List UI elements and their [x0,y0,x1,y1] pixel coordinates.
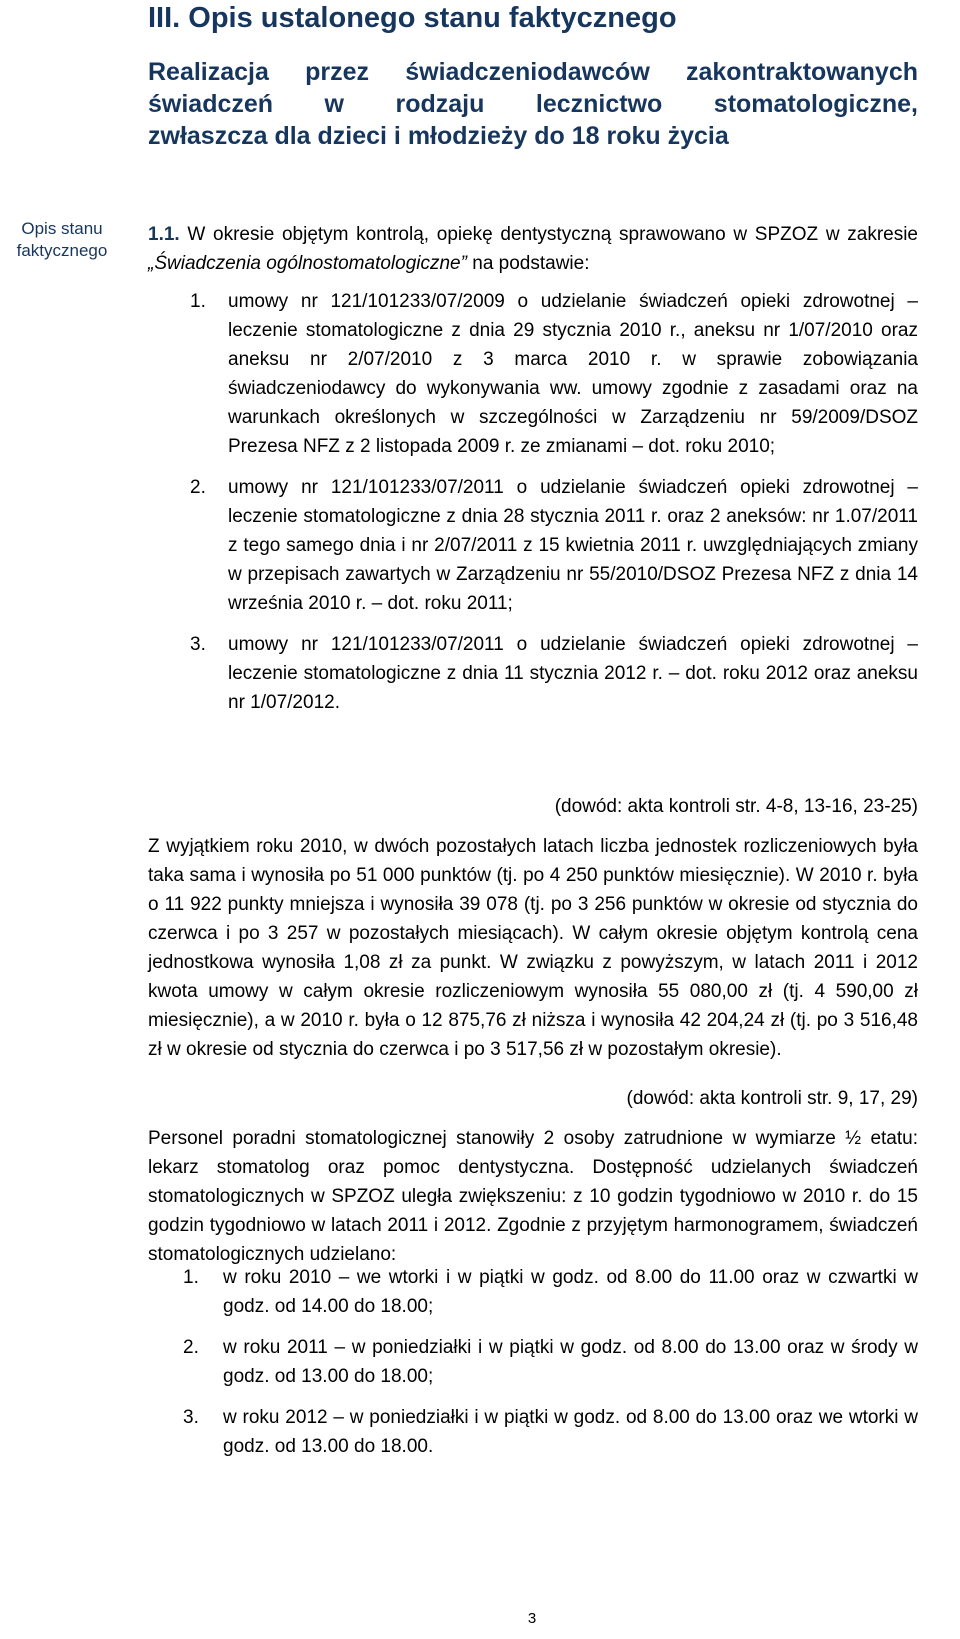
list-item-text: umowy nr 121/101233/07/2009 o udzielanie świadczeń opieki zdrowotnej – leczenie stomatologiczne z dnia 29 stycznia 2010 r., aneksu nr 1/07/2010 oraz aneksu nr 2/07/2010 z 3 marca 2010 r. w sprawie zobowiązania świadczeniodawcy do wykonywania ww. umowy zgodnie z zasadami oraz na warunkach określonych w szczególności w Zarządzeniu nr 59/2009/DSOZ Prezesa NFZ z 2 listopada 2009 r. ze zmianami – dot. roku 2010; [228,291,918,457]
subtitle-line: Realizacja przez świadczeniodawców zakontraktowanych [148,58,918,86]
list-item-text: w roku 2010 – we wtorki i w piątki w godz. od 8.00 do 11.00 oraz w czwartki w godz. od 14.00 do 18.00; [223,1267,918,1317]
section-subtitle [148,56,918,152]
list-marker: 1. [183,1267,199,1288]
list-item-text: umowy nr 121/101233/07/2011 o udzielanie świadczeń opieki zdrowotnej – leczenie stomatologiczne z dnia 28 stycznia 2011 r. oraz 2 aneksów: nr 1.07/2011 z tego samego dnia i nr 2/07/2011 z 15 kwietnia 2011 r. uwzględniających zmiany w przepisach zawartych w Zarządzeniu nr 55/2010/DSOZ Prezesa NFZ z dnia 14 września 2010 r. – dot. roku 2011; [228,477,918,614]
list-item [148,287,918,461]
scope-name: „Świadczenia ogólnostomatologiczne” [148,253,467,274]
list-marker: 3. [190,634,206,655]
list-marker: 3. [183,1407,199,1428]
section-title: III. Opis ustalonego stanu faktycznego [148,2,677,34]
margin-note: Opis stanu faktycznego [16,219,108,260]
evidence-note: (dowód: akta kontroli str. 4-8, 13-16, 23-25) [554,796,918,817]
schedule-list [148,1263,918,1473]
list-marker: 2. [183,1337,199,1358]
list-item-text: w roku 2012 – w poniedziałki i w piątki w godz. od 8.00 do 13.00 oraz we wtorki w godz. od 13.00 do 18.00. [223,1407,918,1457]
intro-text: W okresie objętym kontrolą, opiekę dentystyczną sprawowano w SPZOZ w zakresie [179,224,918,245]
section-1-1-intro [148,220,918,278]
list-item [148,1263,918,1321]
staff-paragraph: Personel poradni stomatologicznej stanowiły 2 osoby zatrudnione w wymiarze ½ etatu: lekarz stomatolog oraz pomoc dentystyczna. Dostępność udzielanych świadczeń stomatologicznych w SPZOZ uległa zwiększeniu: z 10 godzin tygodniowo w 2010 r. do 15 godzin tygodniowo w latach 2011 i 2012. Zgodnie z przyjętym harmonogramem, świadczeń stomatologicznych udzielano: [148,1128,918,1265]
list-item [148,1333,918,1391]
intro-text-end: na podstawie: [466,253,590,274]
list-item [148,630,918,717]
settlement-paragraph: Z wyjątkiem roku 2010, w dwóch pozostałych latach liczba jednostek rozliczeniowych była taka sama i wynosiła po 51 000 punktów (tj. po 4 250 punktów miesięcznie). W 2010 r. była o 11 922 punkty mniejsza i wynosiła 39 078 (tj. po 3 256 punktów w okresie od stycznia do czerwca i po 3 257 w pozostałych miesiącach). W całym okresie objętym kontrolą cena jednostkowa wynosiła 1,08 zł za punkt. W związku z powyższym, w latach 2011 i 2012 kwota umowy w całym okresie rozliczeniowym wynosiła 55 080,00 zł (tj. 4 590,00 zł miesięcznie), a w 2010 r. była o 12 875,76 zł niższa i wynosiła 42 204,24 zł (tj. po 3 516,48 zł w okresie od stycznia do czerwca i po 3 517,56 zł w pozostałym okresie). [148,836,918,1060]
subtitle-line: świadczeń w rodzaju lecznictwo stomatologiczne, [148,90,918,118]
section-number: 1.1. [148,224,180,245]
evidence-note: (dowód: akta kontroli str. 9, 17, 29) [626,1088,918,1109]
page-number: 3 [527,1610,537,1627]
list-item-text: umowy nr 121/101233/07/2011 o udzielanie świadczeń opieki zdrowotnej – leczenie stomatologiczne z dnia 11 stycznia 2012 r. – dot. roku 2012 oraz aneksu nr 1/07/2012. [228,634,918,713]
list-marker: 2. [190,477,206,498]
list-item [148,473,918,618]
subtitle-line: zwłaszcza dla dzieci i młodzieży do 18 roku życia [148,122,729,150]
list-item [148,1403,918,1461]
contract-list [148,287,918,729]
list-marker: 1. [190,291,206,312]
list-item-text: w roku 2011 – w poniedziałki i w piątki w godz. od 8.00 do 13.00 oraz w środy w godz. od 13.00 do 18.00; [223,1337,918,1387]
